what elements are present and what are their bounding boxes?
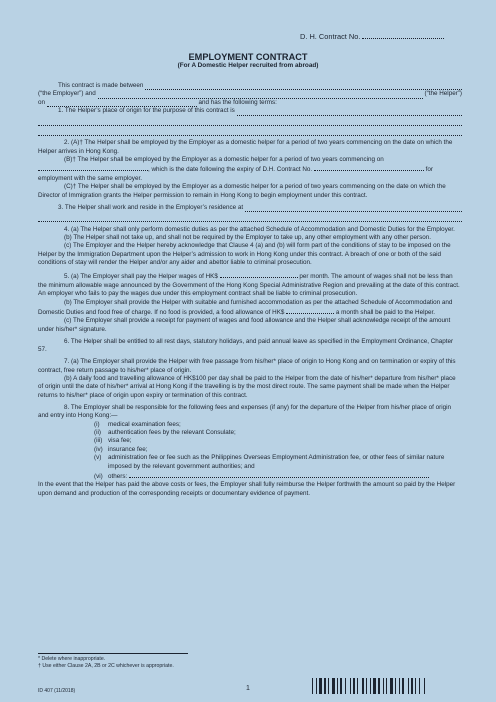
clause-6: 6. The Helper shall be entitled to all rest days, statutory holidays, and paid annual leave as specified in the Employment Ordinance, Chapter 57.: [38, 337, 454, 354]
place-of-origin-line-1[interactable]: [38, 116, 462, 126]
page-title: EMPLOYMENT CONTRACT: [188, 52, 308, 62]
barcode-icon: [312, 678, 458, 694]
intro-parties: (“the Employer”) and (“the Helper”): [38, 90, 462, 98]
footnote-dagger: † Use either Clause 2A, 2B or 2C whichever is appropriate.: [38, 663, 174, 669]
clause-7a: 7. (a) The Employer shall provide the Helper with free passage from his/her* place of origin to Hong Kong and on termination or expiry of this contract, free return passage to his/her* place of origin.: [38, 358, 456, 374]
place-of-origin-line-2[interactable]: [38, 126, 462, 136]
commencement-date-field[interactable]: [38, 164, 148, 171]
page-subtitle: (For A Domestic Helper recruited from abroad): [177, 62, 319, 69]
residence-address-line[interactable]: [38, 212, 462, 222]
food-allowance-field[interactable]: [286, 307, 334, 314]
fees-list: [38, 421, 462, 482]
clause-2a: 2. (A)† The Helper shall be employed by the Employer as a domestic helper for a period of two years commencing on the date on which the Helper arrives in Hong Kong.: [38, 139, 453, 155]
list-item: (iv) insurance fee;: [94, 445, 148, 453]
clause-1: 1. The Helper’s place of origin for the purpose of this contract is: [38, 107, 462, 115]
clause-2b: (B)† The Helper shall be employed by the Employer as a domestic helper for a period of two years commencing on , which is the date following the expiry of D.H. Contract No. for employment with the same employer.: [38, 156, 434, 182]
clause-5b: (b) The Employer shall provide the Helper with suitable and furnished accommodation as per the attached Schedule of Accommodation and Domestic Duties and food free of charge. If no food is provided, a food allowance of HK$ a month shall be paid to the Helper.: [38, 298, 453, 316]
intro-between: This contract is made between: [38, 82, 462, 90]
footnotes: [38, 656, 174, 670]
clause-4b: (b) The Helper shall not take up, and shall not be required by the Employer to take up, any other employment with any other person.: [64, 234, 432, 242]
contract-date-field[interactable]: [47, 100, 197, 107]
list-item: (ii) authentication fees by the relevant Consulate;: [94, 428, 236, 436]
list-item: (v) administration fee or fee such as the Philippines Overseas Employment Administration fee, or other fees of similar nature imposed by the relevant government authorities; and: [94, 454, 445, 470]
list-item: (vi) others:: [38, 471, 462, 481]
place-of-origin-field[interactable]: [237, 109, 462, 116]
monthly-wage-field[interactable]: [220, 271, 298, 278]
clause-2c: (C)† The Helper shall be employed by the Employer as a domestic helper for a period of two years commencing on the date on which the Director of Immigration grants the Helper permission to remain in Hong Kong to begin employment under this contract.: [38, 183, 446, 199]
page-number: 1: [246, 685, 250, 692]
list-item: (iii) visa fee;: [94, 437, 132, 445]
clause-7b: (b) A daily food and travelling allowance of HK$100 per day shall be paid to the Helper from the date of his/her* departure from his/her* place of origin until the date of his/her* arrival at Hong Kong if the travelling is by the most direct route. The same payment shall be made when the Helper returns to his/her* place of origin upon expiry or termination of this contract.: [38, 374, 456, 399]
list-item: (i) medical examination fees;: [94, 420, 181, 428]
footnote-divider: [38, 653, 188, 654]
previous-contract-no-field[interactable]: [314, 164, 424, 171]
clause-3: 3. The Helper shall work and reside in the Employer’s residence at: [38, 204, 462, 212]
residence-address-field[interactable]: [245, 205, 462, 212]
intro-date: on and has the following terms:: [38, 98, 277, 106]
clause-5c: (c) The Employer shall provide a receipt for payment of wages and food allowance and the Helper shall acknowledge receipt of the amount under his/her* signature.: [38, 317, 451, 333]
employer-name-field[interactable]: [145, 83, 462, 90]
other-fees-field[interactable]: [129, 471, 429, 478]
form-number: ID 407 (11/2018): [38, 688, 76, 694]
clause-8-closing: In the event that the Helper has paid the above costs or fees, the Employer shall fully reimburse the Helper forthwith the amount so paid by the Helper upon demand and production of the corresponding receipts or documentary evidence of payment.: [38, 481, 456, 497]
footnote-star: * Delete where inappropriate.: [38, 656, 106, 662]
contract-body: [38, 82, 462, 498]
clause-8: 8. The Employer shall be responsible for the following fees and expenses (if any) for the departure of the Helper from his/her place of origin and entry into Hong Kong:—: [38, 403, 452, 420]
clause-5a: 5. (a) The Employer shall pay the Helper wages of HK$ per month. The amount of wages shall not be less than the minimum allowable wage announced by the Government of the Hong Kong Special Administrative Region and prevailing at the date of this contract. An employer who fails to pay the wages due under this employment contract shall be liable to criminal prosecution.: [38, 273, 460, 298]
contract-number-field[interactable]: [362, 32, 444, 39]
helper-name-field[interactable]: [98, 92, 423, 99]
clause-4c: (c) The Employer and the Helper hereby acknowledge that Clause 4 (a) and (b) will form part of the conditions of stay to be imposed on the Helper by the Immigration Department upon the Helper’s admission to work in Hong Kong under this contract. A breach of one or both of the said conditions of stay will render the Helper and/or any aider and abettor liable to criminal prosecution.: [38, 242, 451, 267]
contract-number: D. H. Contract No.: [300, 32, 444, 41]
clause-4a: 4. (a) The Helper shall only perform domestic duties as per the attached Schedule of Accommodation and Domestic Duties for the Employer.: [64, 225, 455, 233]
